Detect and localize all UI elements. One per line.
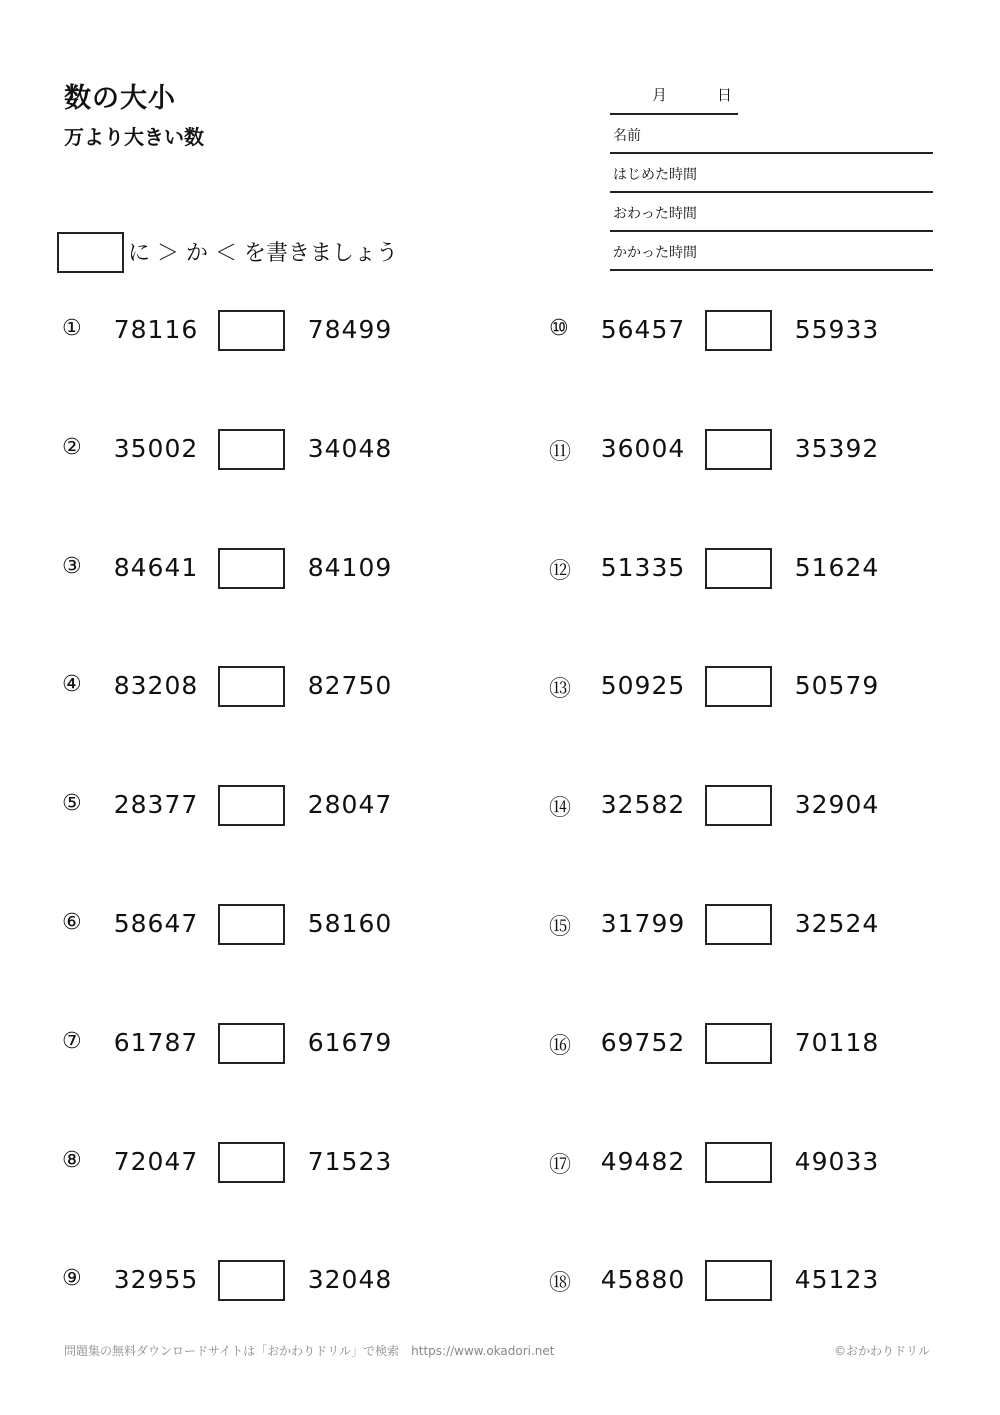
left-number: 61787 — [113, 1027, 199, 1057]
problem-number: ① — [62, 316, 82, 341]
left-number: 50925 — [600, 671, 686, 701]
elapsed-time-field[interactable] — [610, 232, 933, 271]
problem-number: ③ — [62, 553, 82, 579]
answer-box[interactable] — [705, 666, 772, 707]
problem-number: ⑦ — [62, 1028, 82, 1054]
answer-box[interactable] — [218, 904, 285, 945]
answer-box[interactable] — [218, 1260, 285, 1301]
answer-box[interactable] — [218, 310, 285, 351]
name-field[interactable] — [610, 115, 933, 154]
right-number: 32048 — [307, 1265, 393, 1295]
problem-number: ⑤ — [62, 791, 82, 817]
problem-number: ⑮ — [549, 915, 572, 940]
answer-box[interactable] — [218, 548, 285, 589]
left-number: 49482 — [600, 1146, 686, 1176]
answer-box[interactable] — [705, 1142, 772, 1183]
left-number: 72047 — [113, 1146, 199, 1176]
problem-number: ⑭ — [549, 796, 572, 822]
answer-box[interactable] — [218, 785, 285, 826]
month-label: 月 — [652, 86, 668, 104]
right-number: 45123 — [794, 1265, 880, 1295]
answer-box[interactable] — [218, 1023, 285, 1064]
answer-box[interactable] — [218, 1142, 285, 1183]
problem-number: ⑬ — [549, 677, 572, 703]
left-number: 36004 — [600, 433, 686, 463]
instruction-sample-box — [57, 232, 124, 273]
problem-number: ⑩ — [549, 316, 569, 341]
right-number: 49033 — [794, 1146, 880, 1176]
right-number: 32904 — [794, 790, 880, 820]
end-time-field[interactable] — [610, 193, 933, 232]
answer-box[interactable] — [705, 310, 772, 351]
worksheet-subtitle: 万より大きい数 — [64, 125, 204, 149]
answer-box[interactable] — [218, 429, 285, 470]
right-number: 71523 — [307, 1146, 393, 1176]
left-number: 69752 — [600, 1027, 686, 1057]
left-number: 78116 — [113, 315, 199, 344]
answer-box[interactable] — [705, 785, 772, 826]
instruction-text: に ＞ か ＜ を書きましょう — [128, 241, 398, 266]
problem-number: ⑯ — [549, 1033, 572, 1059]
problem-number: ⑫ — [549, 558, 572, 584]
right-number: 28047 — [307, 790, 393, 820]
answer-box[interactable] — [705, 1023, 772, 1064]
right-number: 78499 — [307, 315, 393, 344]
date-field[interactable] — [610, 80, 738, 115]
right-number: 50579 — [794, 671, 880, 701]
left-number: 51335 — [600, 552, 686, 582]
right-number: 32524 — [794, 909, 880, 938]
left-number: 84641 — [113, 552, 199, 582]
right-number: 58160 — [307, 909, 393, 938]
name-label: 名前 — [613, 128, 641, 144]
answer-box[interactable] — [705, 429, 772, 470]
left-number: 32955 — [113, 1265, 199, 1295]
elapsed-time-label: かかった時間 — [613, 245, 697, 261]
right-number: 70118 — [794, 1027, 880, 1057]
problem-number: ⑰ — [549, 1152, 572, 1178]
left-number: 56457 — [600, 315, 686, 344]
left-number: 32582 — [600, 790, 686, 820]
problem-number: ④ — [62, 672, 82, 698]
end-time-label: おわった時間 — [613, 206, 697, 222]
problem-number: ⑧ — [62, 1147, 82, 1173]
day-label: 日 — [717, 86, 733, 104]
right-number: 82750 — [307, 671, 393, 701]
answer-box[interactable] — [218, 666, 285, 707]
problem-number: ② — [62, 434, 82, 460]
footer-copyright: ©おかわりドリル — [833, 1344, 930, 1358]
left-number: 58647 — [113, 909, 199, 938]
answer-box[interactable] — [705, 904, 772, 945]
worksheet-title: 数の大小 — [64, 83, 176, 114]
answer-box[interactable] — [705, 1260, 772, 1301]
left-number: 31799 — [600, 909, 686, 938]
footer-source: 問題集の無料ダウンロードサイトは「おかわりドリル」で検索 https://www.okadori.net — [64, 1344, 555, 1358]
problem-number: ⑨ — [62, 1266, 82, 1292]
left-number: 35002 — [113, 433, 199, 463]
start-time-field[interactable] — [610, 154, 933, 193]
left-number: 45880 — [600, 1265, 686, 1295]
problem-number: ⑪ — [549, 439, 572, 465]
right-number: 84109 — [307, 552, 393, 582]
problem-number: ⑥ — [62, 910, 82, 935]
answer-box[interactable] — [705, 548, 772, 589]
left-number: 28377 — [113, 790, 199, 820]
problem-number: ⑱ — [549, 1271, 572, 1297]
start-time-label: はじめた時間 — [613, 167, 697, 183]
left-number: 83208 — [113, 671, 199, 701]
right-number: 51624 — [794, 552, 880, 582]
right-number: 34048 — [307, 433, 393, 463]
right-number: 61679 — [307, 1027, 393, 1057]
right-number: 35392 — [794, 433, 880, 463]
right-number: 55933 — [794, 315, 880, 344]
